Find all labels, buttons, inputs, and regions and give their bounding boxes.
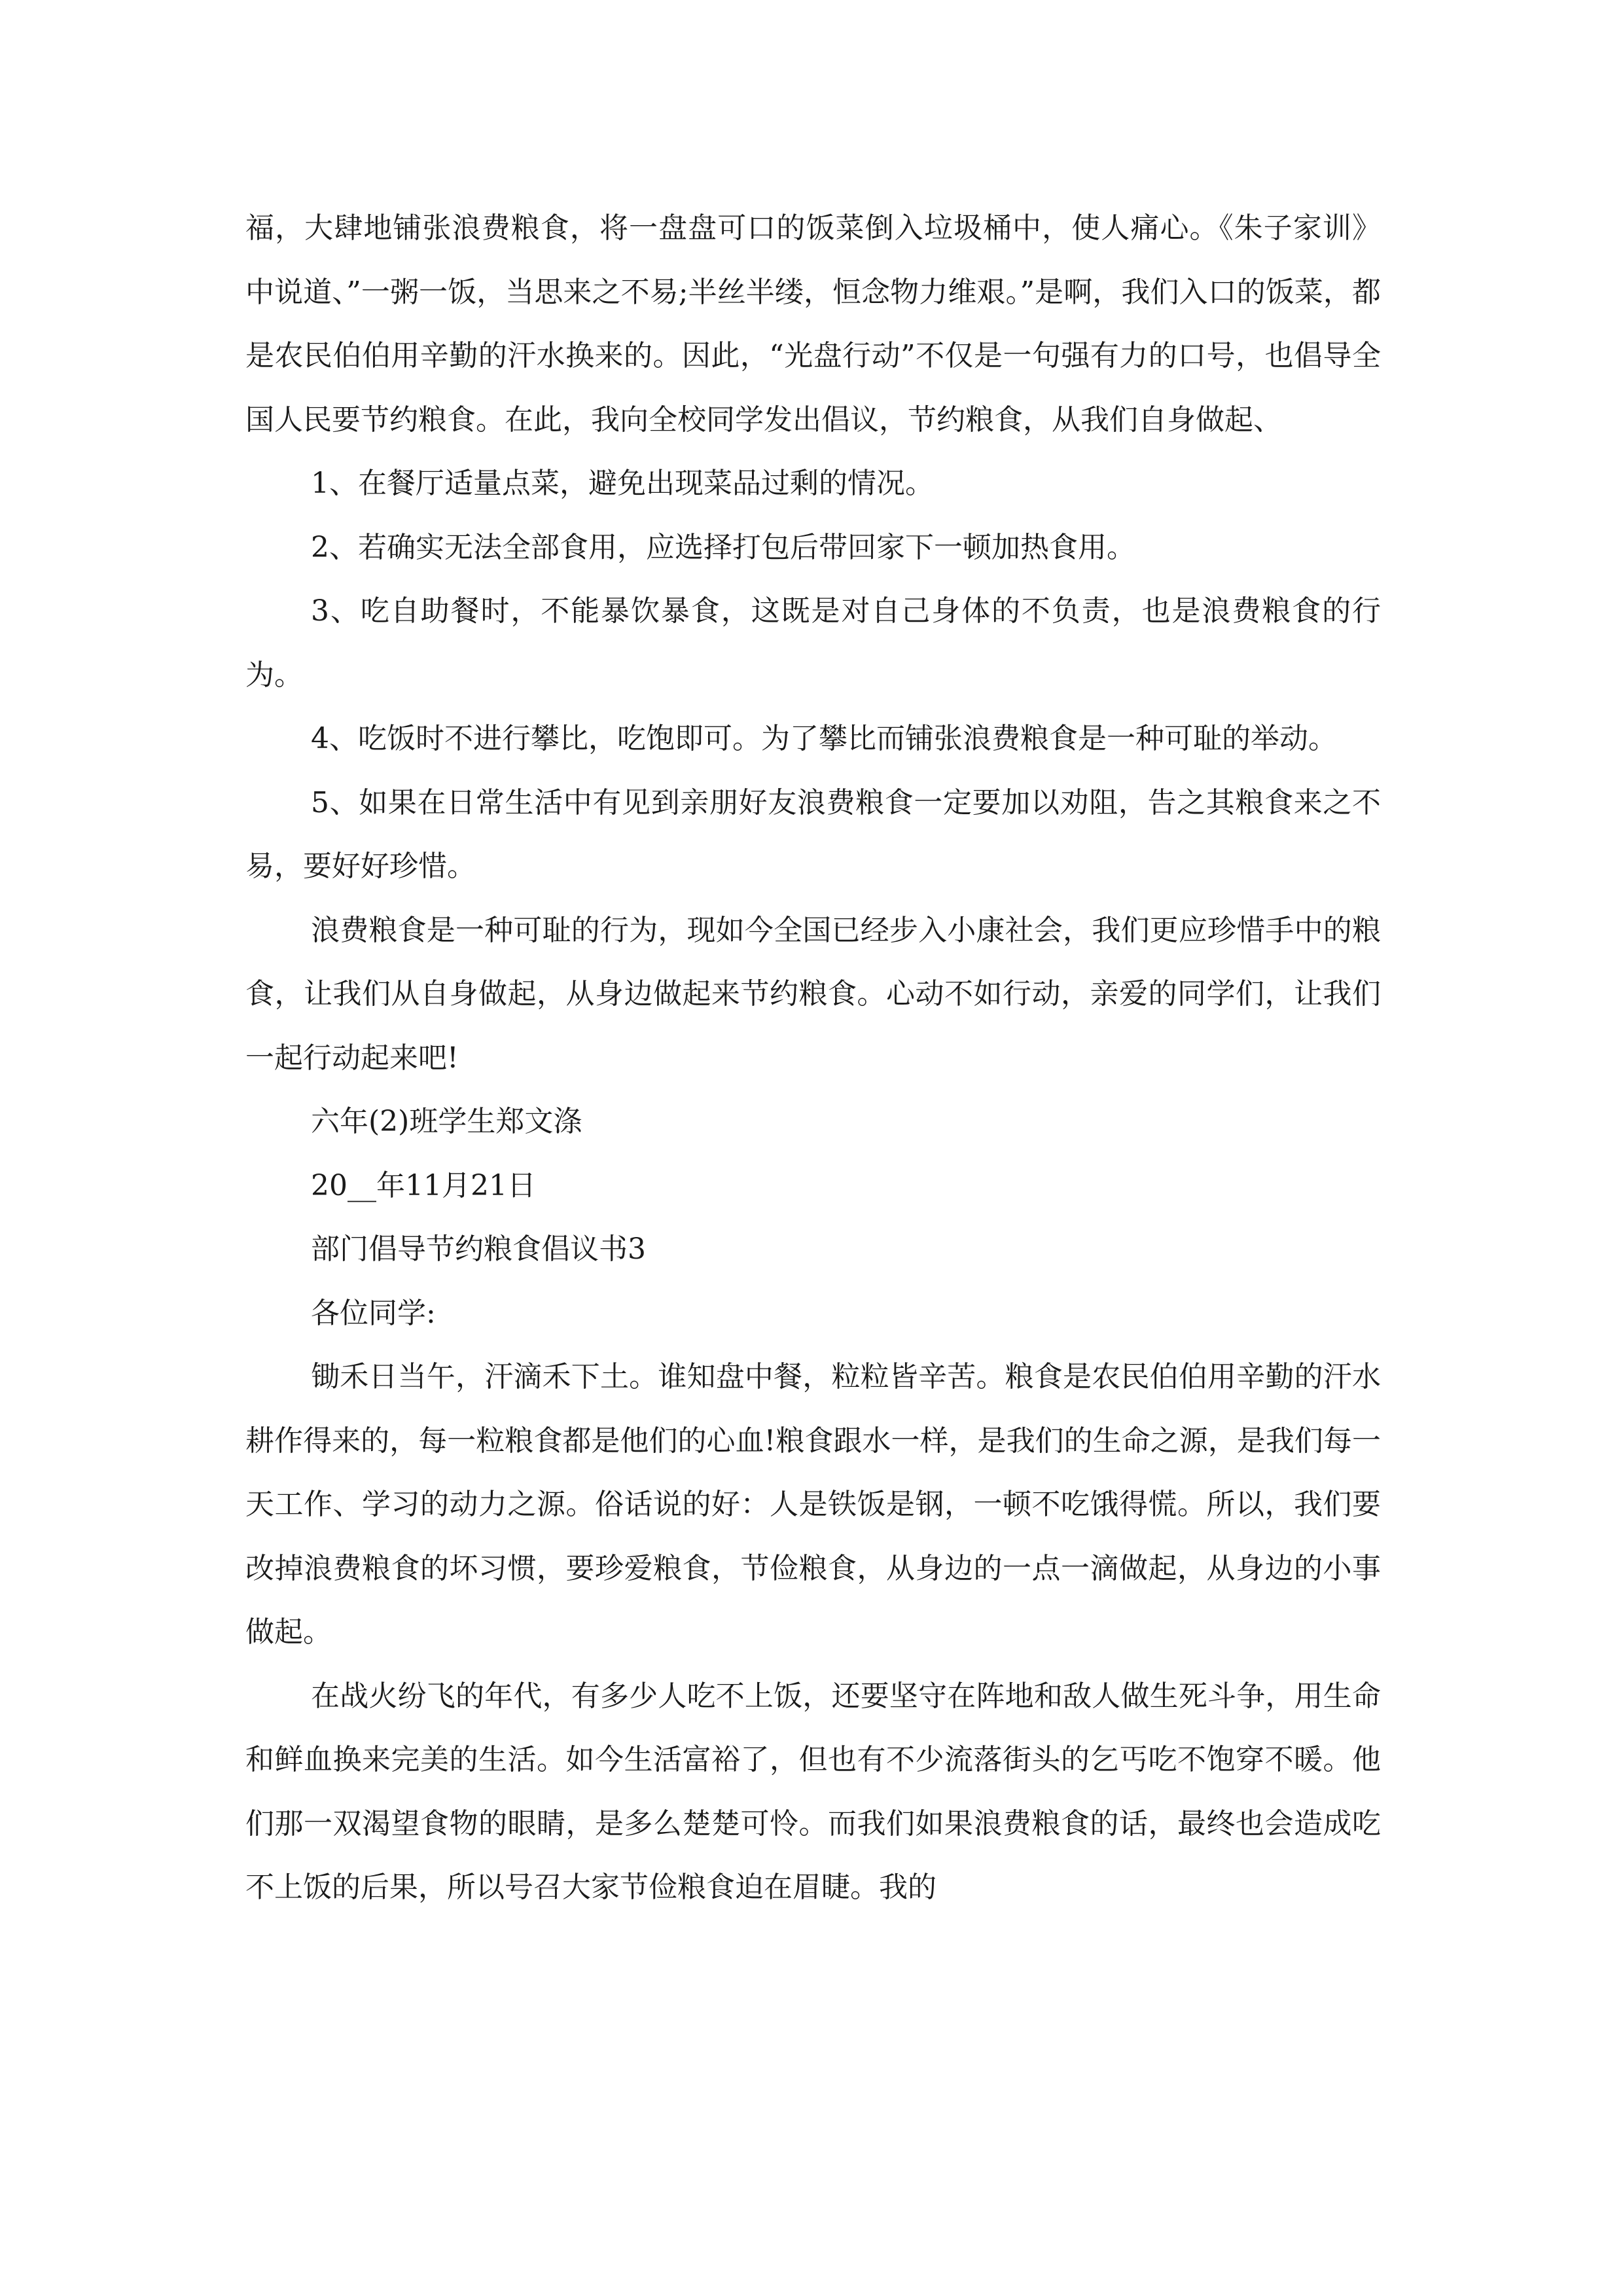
paragraph-closing-appeal: 浪费粮食是一种可耻的行为，现如今全国已经步入小康社会，我们更应珍惜手中的粮食，让我们从自身做起，从身边做起来节约粮食。心动不如行动，亲爱的同学们，让我们一起行动起来吧! <box>245 913 1381 1075</box>
list-item-1: 1、在餐厅适量点菜，避免出现菜品过剩的情况。 <box>311 467 934 500</box>
list-item-2: 2、若确实无法全部食用，应选择打包后带回家下一顿加热食用。 <box>311 530 1135 564</box>
list-item-5: 5、如果在日常生活中有见到亲朋好友浪费粮食一定要加以劝阻，告之其粮食来之不易，要好好珍惜。 <box>245 785 1381 883</box>
salutation: 各位同学: <box>311 1296 436 1330</box>
signature: 六年(2)班学生郑文涤 <box>311 1105 582 1138</box>
paragraph-body-2: 在战火纷飞的年代，有多少人吃不上饭，还要坚守在阵地和敌人做生死斗争，用生命和鲜血换来完美的生活。如今生活富裕了，但也有不少流落街头的乞丐吃不饱穿不暖。他们那一双渴望食物的眼睛，是多么楚楚可怜。而我们如果浪费粮食的话，最终也会造成吃不上饭的后果，所以号召大家节俭粮食迫在眉睫。我的 <box>245 1679 1381 1904</box>
paragraph-body-1: 锄禾日当午，汗滴禾下土。谁知盘中餐，粒粒皆辛苦。粮食是农民伯伯用辛勤的汗水耕作得来的，每一粒粮食都是他们的心血!粮食跟水一样，是我们的生命之源，是我们每一天工作、学习的动力之源。俗话说的好：人是铁饭是钢，一顿不吃饿得慌。所以，我们要改掉浪费粮食的坏习惯，要珍爱粮食，节俭粮食，从身边的一点一滴做起，从身边的小事做起。 <box>245 1360 1381 1649</box>
date: 20__年11月21日 <box>311 1168 536 1202</box>
section-title: 部门倡导节约粮食倡议书3 <box>311 1232 646 1266</box>
document-page <box>245 196 1381 1920</box>
list-item-4: 4、吃饭时不进行攀比，吃饱即可。为了攀比而铺张浪费粮食是一种可耻的举动。 <box>311 722 1337 755</box>
list-item-3: 3、吃自助餐时，不能暴饮暴食，这既是对自己身体的不负责，也是浪费粮食的行为。 <box>245 594 1381 692</box>
paragraph-opening: 福，大肆地铺张浪费粮食，将一盘盘可口的饭菜倒入垃圾桶中，使人痛心。《朱子家训》中说道、”一粥一饭，当思来之不易;半丝半缕，恒念物力维艰。”是啊，我们入口的饭菜，都是农民伯伯用辛勤的汗水换来的。因此，“光盘行动”不仅是一句强有力的口号，也倡导全国人民要节约粮食。在此，我向全校同学发出倡议，节约粮食，从我们自身做起、 <box>245 211 1381 437</box>
